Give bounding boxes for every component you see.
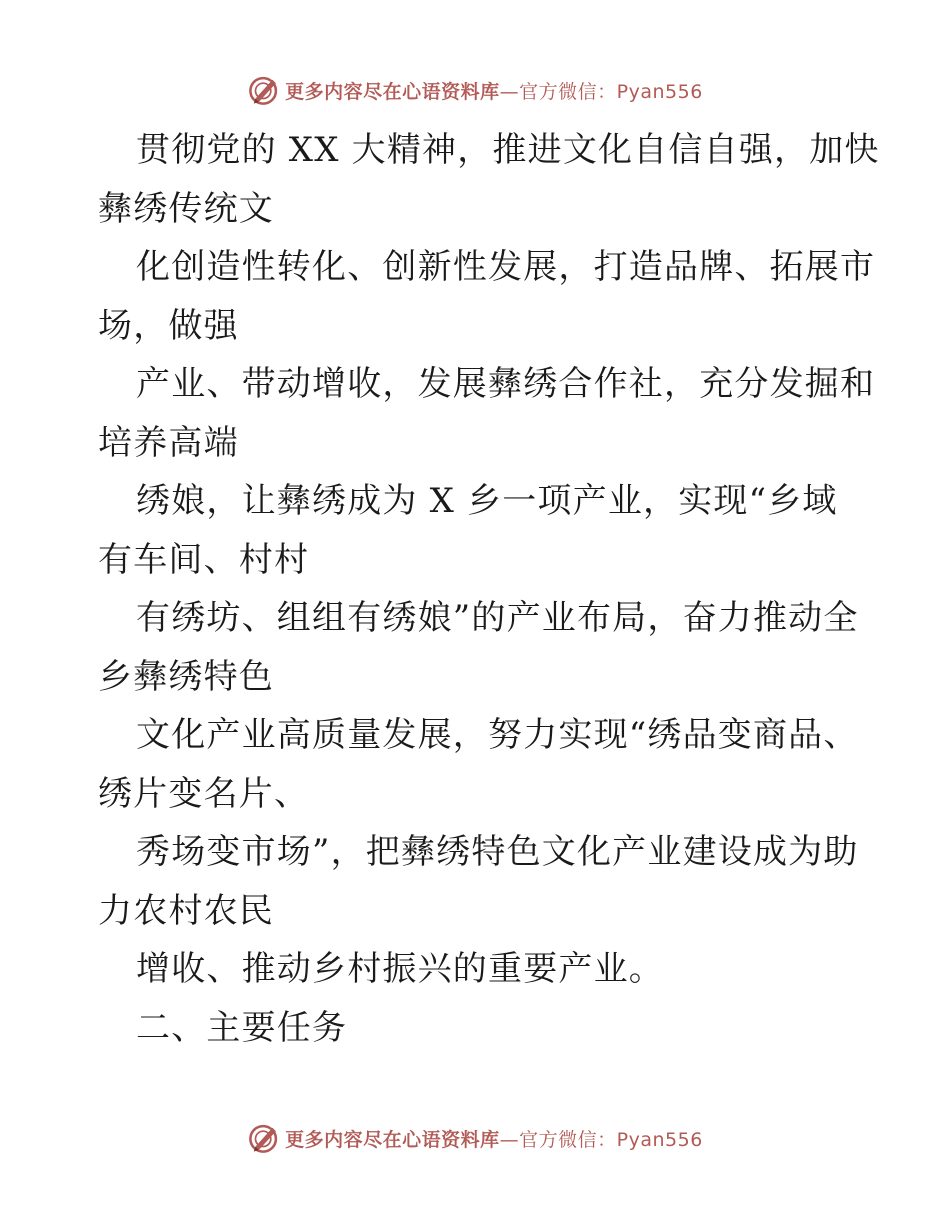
pen-logo-icon (247, 73, 281, 107)
watermark-contact: —官方微信：Pyan556 (499, 80, 703, 103)
watermark-title: 更多内容尽在心语资料库 (285, 80, 500, 103)
watermark-contact: —官方微信：Pyan556 (499, 1128, 703, 1151)
paragraph-line: 彝绣传统文 (98, 188, 274, 229)
paragraph-line: 绣娘，让彝绣成为 X 乡一项产业，实现“乡域 (136, 481, 838, 521)
paragraph-line: 文化产业高质量发展，努力实现“绣品变商品、 (136, 715, 859, 755)
paragraph-line: 贯彻党的 XX 大精神，推进文化自信自强，加快 (136, 130, 880, 170)
header-watermark (0, 70, 950, 110)
paragraph-line: 产业、带动增收，发展彝绣合作社，充分发掘和 (136, 364, 876, 404)
section-heading: 二、主要任务 (136, 1007, 348, 1048)
watermark-title: 更多内容尽在心语资料库 (285, 1128, 500, 1151)
paragraph-line: 增收、推动乡村振兴的重要产业。 (136, 949, 664, 989)
paragraph-line: 绣片变名片、 (98, 773, 310, 814)
paragraph-line: 秀场变市场”，把彝绣特色文化产业建设成为助 (136, 832, 859, 872)
paragraph-line: 力农村农民 (98, 890, 274, 931)
pen-logo-icon (247, 1121, 281, 1155)
footer-watermark (0, 1118, 950, 1158)
paragraph-line: 场，做强 (98, 305, 239, 346)
paragraph-line: 有绣坊、组组有绣娘”的产业布局，奋力推动全 (136, 598, 859, 638)
paragraph-line: 化创造性转化、创新性发展，打造品牌、拓展市 (136, 247, 876, 287)
paragraph-line: 有车间、村村 (98, 539, 310, 580)
paragraph-line: 乡彝绣特色 (98, 656, 274, 697)
document-body (98, 121, 880, 1057)
paragraph-line: 培养高端 (98, 422, 239, 463)
